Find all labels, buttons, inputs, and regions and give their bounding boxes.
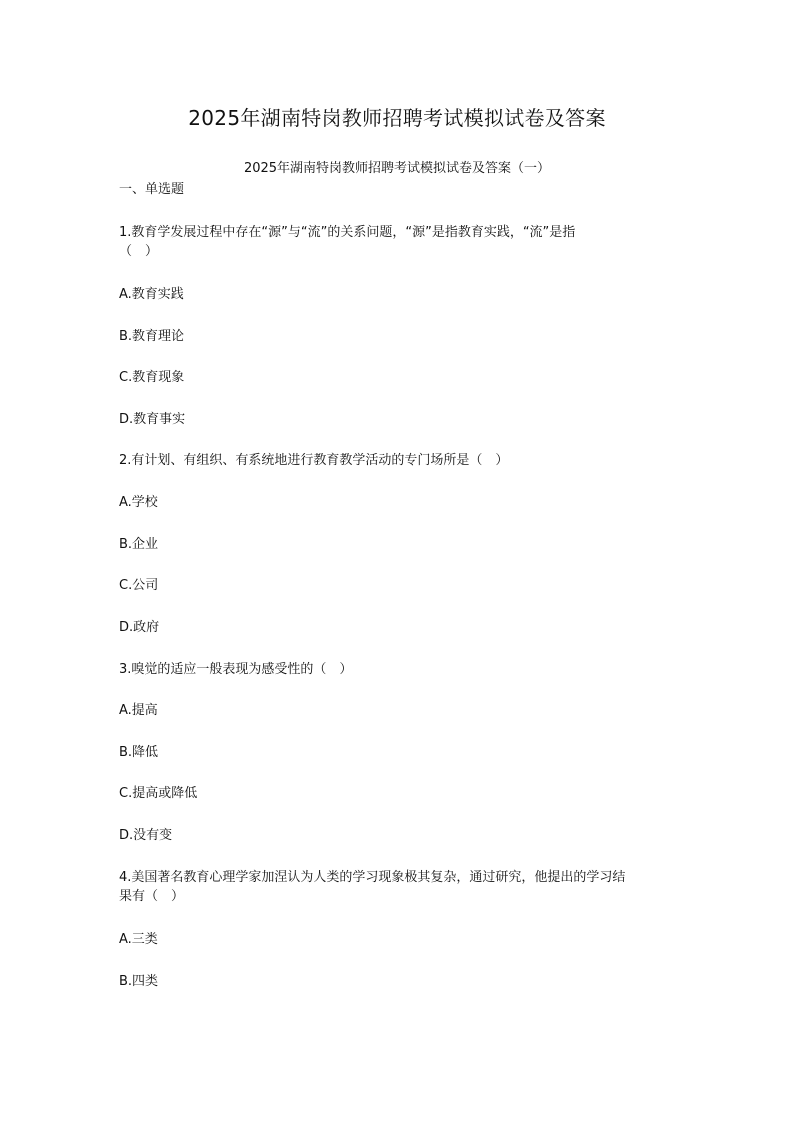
question-1-option-c: C.教育现象 xyxy=(119,370,185,385)
question-1-stem: 1.教育学发展过程中存在“源”与“流”的关系问题，“源”是指教育实践，“流”是指 xyxy=(119,225,576,240)
question-3-option-b: B.降低 xyxy=(119,745,159,760)
question-4-option-a: A.三类 xyxy=(119,932,158,947)
question-1-stem-cont: （ ） xyxy=(119,244,159,259)
question-1-option-a: A.教育实践 xyxy=(119,287,184,302)
question-4-option-b: B.四类 xyxy=(119,974,159,989)
question-3-option-c: C.提高或降低 xyxy=(119,786,198,801)
document-title: 2025年湖南特岗教师招聘考试模拟试卷及答案 xyxy=(188,106,606,130)
document-subtitle: 2025年湖南特岗教师招聘考试模拟试卷及答案（一） xyxy=(243,161,551,176)
question-4-stem-cont: 果有（ ） xyxy=(119,889,185,904)
question-4-stem: 4.美国著名教育心理学家加涅认为人类的学习现象极其复杂，通过研究，他提出的学习结 xyxy=(119,870,626,885)
section-heading: 一、单选题 xyxy=(119,182,185,197)
question-2-option-a: A.学校 xyxy=(119,495,158,510)
question-3-stem: 3.嗅觉的适应一般表现为感受性的（ ） xyxy=(119,662,353,677)
question-2-option-d: D.政府 xyxy=(119,620,160,635)
question-2-option-c: C.公司 xyxy=(119,578,159,593)
question-2-option-b: B.企业 xyxy=(119,537,159,552)
question-3-option-a: A.提高 xyxy=(119,703,158,718)
question-1-option-d: D.教育事实 xyxy=(119,412,186,427)
question-1-option-b: B.教育理论 xyxy=(119,329,185,344)
question-2-stem: 2.有计划、有组织、有系统地进行教育教学活动的专门场所是（ ） xyxy=(119,453,509,468)
question-3-option-d: D.没有变 xyxy=(119,828,173,843)
